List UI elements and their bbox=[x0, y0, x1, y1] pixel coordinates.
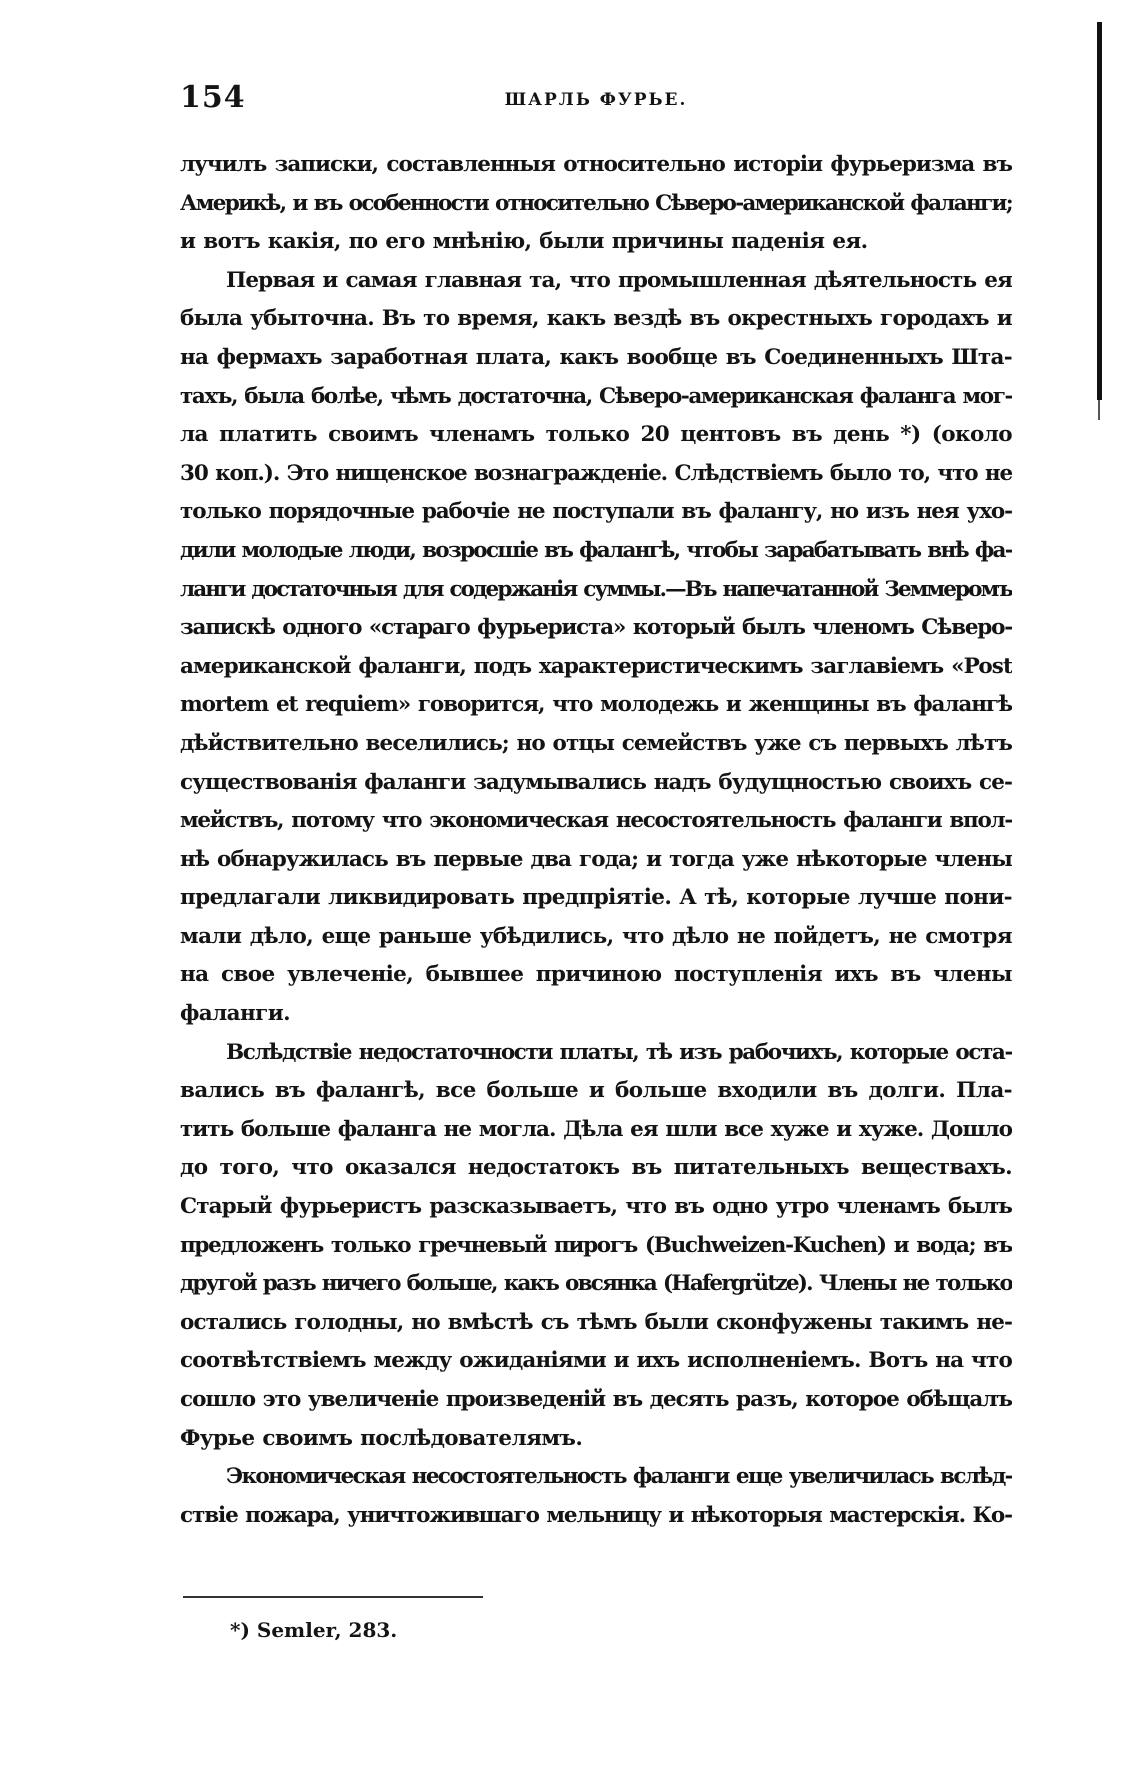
text-line: остались голодны, но вмѣстѣ съ тѣмъ были сконфужены такимъ не- bbox=[180, 1309, 1012, 1335]
paragraph-start-line: Экономическая несостоятельность фаланги еще увеличилась вслѣд- bbox=[226, 1464, 1012, 1490]
text-line: до того, что оказался недостатокъ въ питательныхъ веществахъ. bbox=[180, 1155, 1012, 1181]
text-line: ланги достаточныя для содержанія суммы.—Въ напечатанной Земмеромъ bbox=[180, 576, 1012, 602]
text-line: лучилъ записки, составленныя относительно исторіи фурьеризма въ bbox=[180, 152, 1012, 177]
text-line: Старый фурьеристъ разсказываетъ, что въ одно утро членамъ былъ bbox=[180, 1194, 1012, 1220]
text-line: фаланги. bbox=[180, 1001, 290, 1027]
text-line: запискѣ одного «стараго фурьериста» который былъ членомъ Сѣверо- bbox=[180, 615, 1012, 641]
page-edge-mark bbox=[1097, 22, 1102, 400]
text-line: mortem et requiem» говорится, что молодежь и женщины въ фалангѣ bbox=[180, 692, 1012, 718]
text-line: и вотъ какія, по его мнѣнію, были причины паденія ея. bbox=[180, 229, 868, 255]
page-number: 154 bbox=[180, 80, 246, 115]
text-line: нѣ обнаружилась въ первые два года; и тогда уже нѣкоторые члены bbox=[180, 846, 1012, 872]
text-line: тить больше фаланга не могла. Дѣла ея шли все хуже и хуже. Дошло bbox=[180, 1116, 1012, 1142]
text-line: мали дѣло, еще раньше убѣдились, что дѣло не пойдетъ, не смотря bbox=[180, 923, 1012, 949]
footnote-divider bbox=[183, 1596, 483, 1598]
text-line: только порядочные рабочіе не поступали въ фалангу, но изъ нея ухо- bbox=[180, 499, 1012, 525]
page-header bbox=[180, 80, 1012, 120]
text-line: предлагали ликвидировать предпріятіе. А тѣ, которые лучше пони- bbox=[180, 885, 1012, 911]
paragraph-start-line: Первая и самая главная та, что промышленная дѣятельность ея bbox=[226, 267, 1012, 293]
page-edge-mark-thin bbox=[1098, 400, 1100, 420]
text-line: тахъ, была болѣе, чѣмъ достаточна, Сѣверо-американская фаланга мог- bbox=[180, 383, 1012, 409]
text-line: дили молодые люди, возросшіе въ фалангѣ, чтобы зарабатывать внѣ фа- bbox=[180, 537, 1012, 563]
text-line: была убыточна. Въ то время, какъ вездѣ въ окрестныхъ городахъ и bbox=[180, 306, 1012, 332]
footnote: *) Semler, 283. bbox=[230, 1618, 398, 1642]
text-line: на фермахъ заработная плата, какъ вообще въ Соединенныхъ Шта- bbox=[180, 344, 1012, 370]
text-line: соотвѣтствіемъ между ожиданіями и ихъ исполненіемъ. Вотъ на что bbox=[180, 1348, 1012, 1374]
text-line: ствіе пожара, уничтожившаго мельницу и нѣкоторыя мастерскія. Ко- bbox=[180, 1502, 1012, 1528]
text-line: мействъ, потому что экономическая несостоятельность фаланги впол- bbox=[180, 808, 1012, 834]
text-line: другой разъ ничего больше, какъ овсянка (Hafergrütze). Члены не только bbox=[180, 1271, 1012, 1297]
text-line: на свое увлеченіе, бывшее причиною поступленія ихъ въ члены bbox=[180, 962, 1012, 988]
text-line: американской фаланги, подъ характеристическимъ заглавіемъ «Post bbox=[180, 653, 1012, 679]
text-line: существованія фаланги задумывались надъ будущностью своихъ се- bbox=[180, 769, 1012, 795]
text-line: дѣйствительно веселились; но отцы семействъ уже съ первыхъ лѣтъ bbox=[180, 730, 1012, 756]
text-line: предложенъ только гречневый пирогъ (Buchweizen-Kuchen) и вода; въ bbox=[180, 1232, 1012, 1258]
text-line: сошло это увеличеніе произведеній въ десять разъ, которое обѣщалъ bbox=[180, 1387, 1012, 1412]
text-line: Фурье своимъ послѣдователямъ. bbox=[180, 1425, 583, 1451]
paragraph-start-line: Вслѣдствіе недостаточности платы, тѣ изъ рабочихъ, которые оста- bbox=[226, 1039, 1012, 1065]
text-line: вались въ фалангѣ, все больше и больше входили въ долги. Пла- bbox=[180, 1078, 1012, 1104]
running-title: ШАРЛЬ ФУРЬЕ. bbox=[504, 90, 688, 110]
text-line: ла платить своимъ членамъ только 20 центовъ въ день *) (около bbox=[180, 422, 1012, 448]
body-text bbox=[180, 146, 1012, 1535]
text-line: Америкѣ, и въ особенности относительно Сѣверо-американской фаланги; bbox=[180, 190, 1012, 216]
text-line: 30 коп.). Это нищенское вознагражденіе. Слѣдствіемъ было то, что не bbox=[180, 460, 1012, 486]
